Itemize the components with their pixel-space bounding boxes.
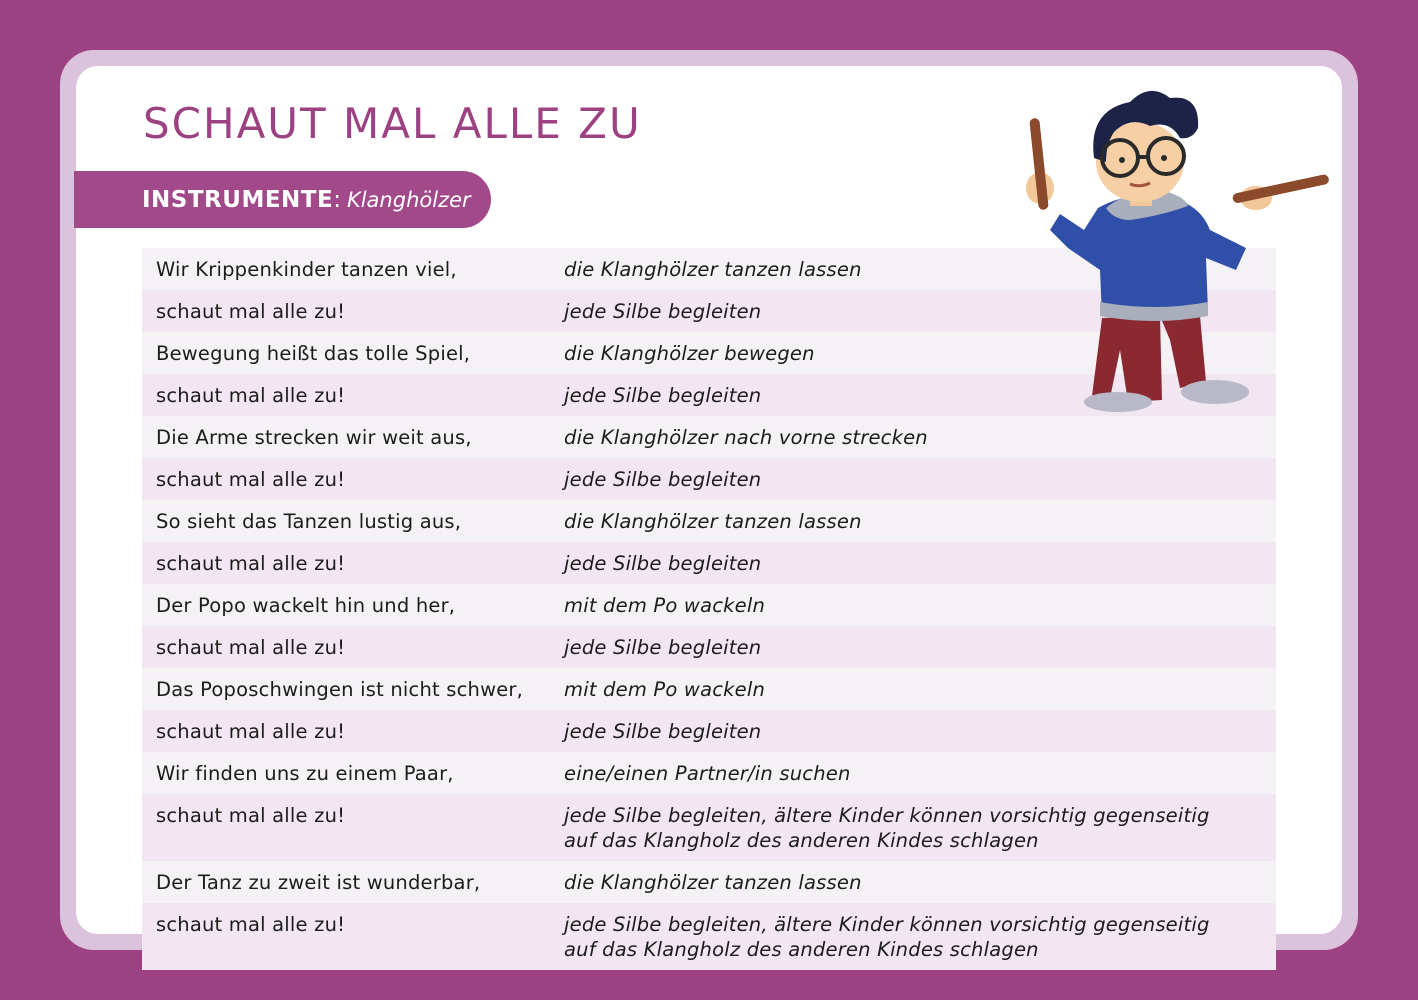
table-row <box>142 542 1276 584</box>
table-row <box>142 710 1276 752</box>
action-cell: die Klanghölzer nach vorne strecken <box>564 426 928 449</box>
action-cell: jede Silbe begleiten <box>564 636 762 659</box>
table-row <box>142 752 1276 794</box>
table-row <box>142 500 1276 542</box>
action-cell: die Klanghölzer bewegen <box>564 342 815 365</box>
page-title: SCHAUT MAL ALLE ZU <box>143 99 642 148</box>
table-row <box>142 794 1276 861</box>
lyric-cell: schaut mal alle zu! <box>156 384 346 407</box>
instrument-banner <box>74 171 491 228</box>
action-cell: jede Silbe begleiten <box>564 720 762 743</box>
table-row <box>142 584 1276 626</box>
table-row <box>142 626 1276 668</box>
action-cell: jede Silbe begleiten, ältere Kinder können vorsichtig gegenseitig auf das Klangholz des anderen Kindes schlagen <box>564 804 1210 852</box>
lyric-cell: Wir finden uns zu einem Paar, <box>156 762 454 785</box>
lyric-cell: Bewegung heißt das tolle Spiel, <box>156 342 471 365</box>
banner-value: Klanghölzer <box>346 187 471 212</box>
banner-separator: : <box>333 186 341 213</box>
lyric-cell: schaut mal alle zu! <box>156 552 346 575</box>
lyric-cell: schaut mal alle zu! <box>156 636 346 659</box>
lyric-cell: Der Popo wackelt hin und her, <box>156 594 456 617</box>
action-cell: eine/einen Partner/in suchen <box>564 762 851 785</box>
action-cell: die Klanghölzer tanzen lassen <box>564 510 862 533</box>
lyric-cell: Der Tanz zu zweit ist wunderbar, <box>156 871 481 894</box>
lyric-cell: So sieht das Tanzen lustig aus, <box>156 510 462 533</box>
table-row <box>142 458 1276 500</box>
lyric-cell: schaut mal alle zu! <box>156 804 346 827</box>
action-cell: mit dem Po wackeln <box>564 594 765 617</box>
boy-with-claves-illustration <box>1010 80 1340 425</box>
lyric-cell: Die Arme strecken wir weit aus, <box>156 426 472 449</box>
action-cell: mit dem Po wackeln <box>564 678 765 701</box>
action-cell: die Klanghölzer tanzen lassen <box>564 258 862 281</box>
table-row <box>142 861 1276 903</box>
lyric-cell: schaut mal alle zu! <box>156 300 346 323</box>
lyric-cell: Wir Krippenkinder tanzen viel, <box>156 258 457 281</box>
action-cell: jede Silbe begleiten <box>564 300 762 323</box>
table-row <box>142 668 1276 710</box>
action-cell: jede Silbe begleiten, ältere Kinder können vorsichtig gegenseitig auf das Klangholz des anderen Kindes schlagen <box>564 913 1210 961</box>
lyric-cell: Das Poposchwingen ist nicht schwer, <box>156 678 524 701</box>
table-row <box>142 903 1276 970</box>
action-cell: die Klanghölzer tanzen lassen <box>564 871 862 894</box>
lyric-cell: schaut mal alle zu! <box>156 468 346 491</box>
banner-label: INSTRUMENTE <box>142 186 334 213</box>
action-cell: jede Silbe begleiten <box>564 552 762 575</box>
lyric-cell: schaut mal alle zu! <box>156 913 346 936</box>
lyric-cell: schaut mal alle zu! <box>156 720 346 743</box>
action-cell: jede Silbe begleiten <box>564 384 762 407</box>
action-cell: jede Silbe begleiten <box>564 468 762 491</box>
